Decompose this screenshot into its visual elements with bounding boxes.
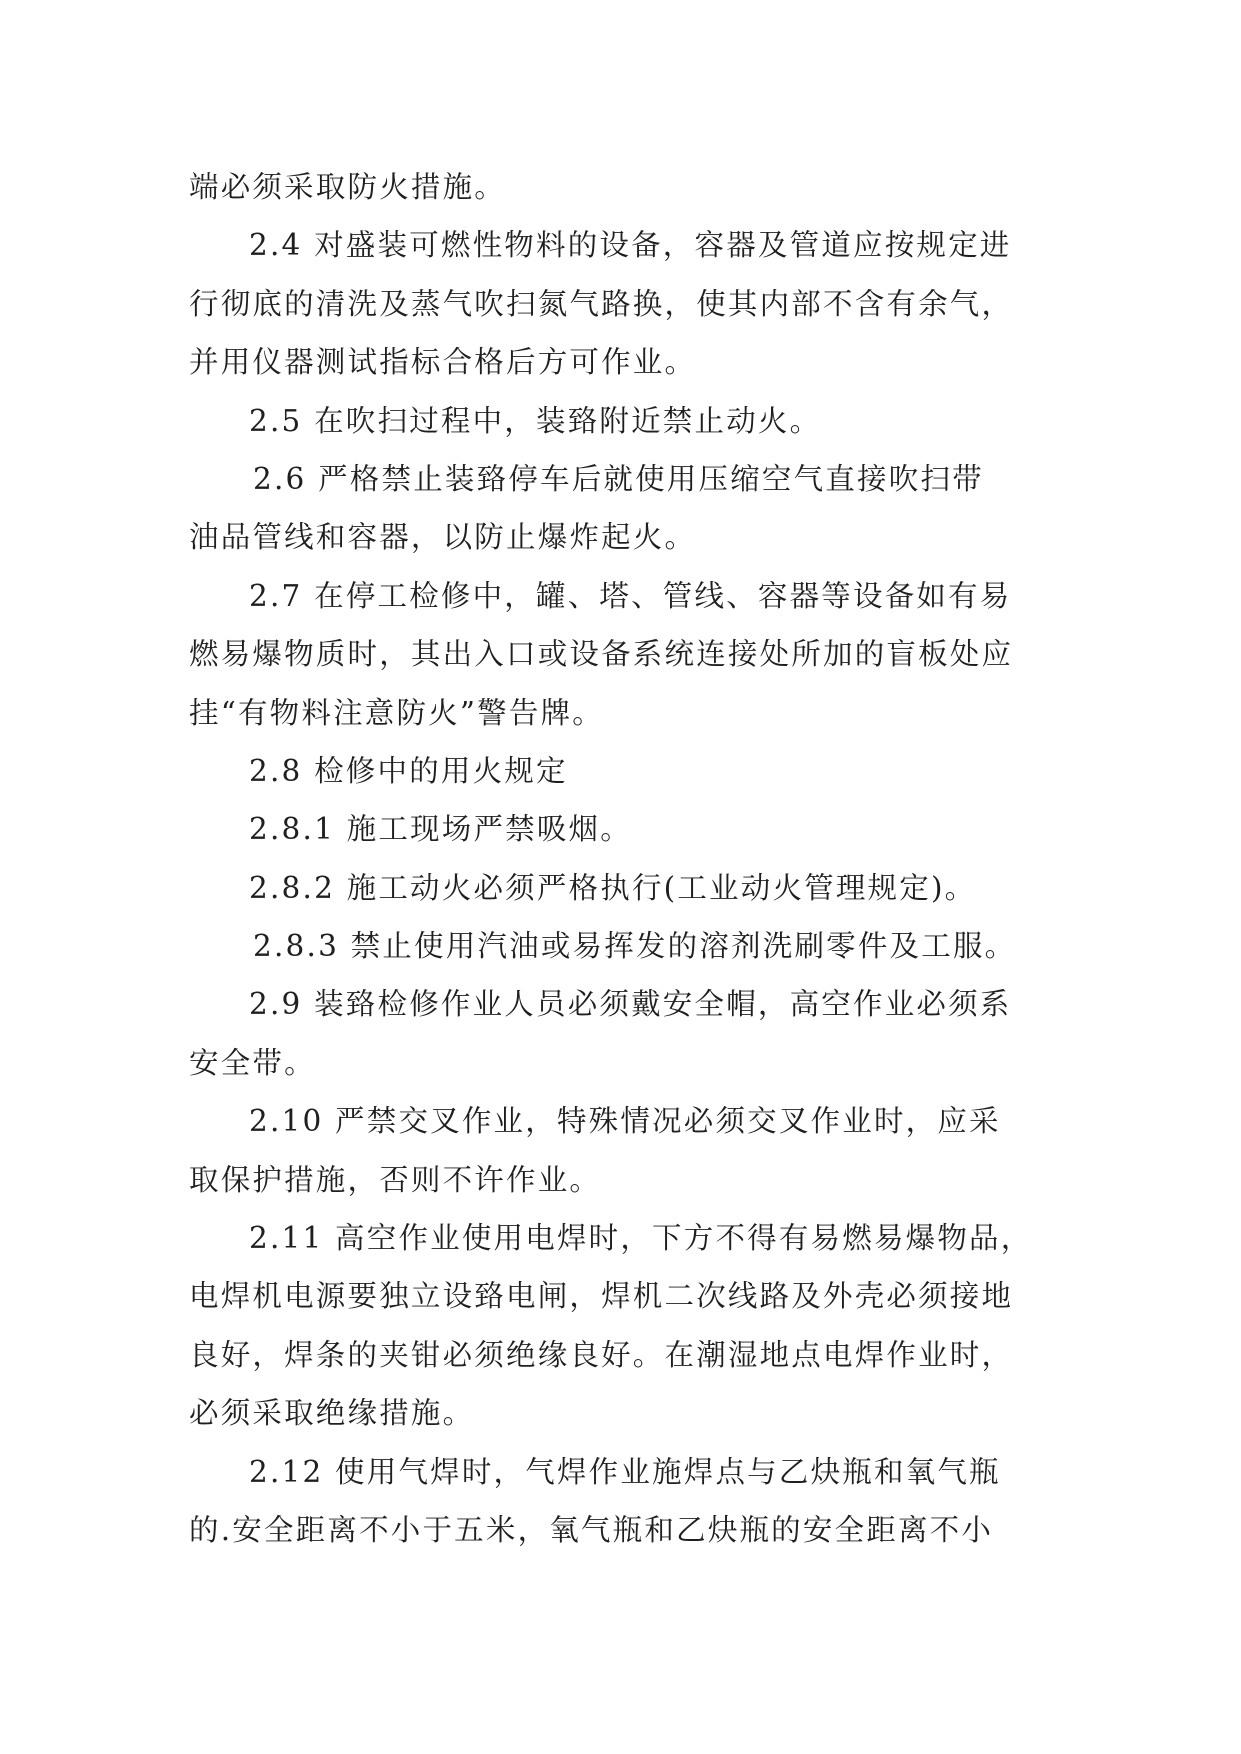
text-line: 2.12 使用气焊时，气焊作业施焊点与乙炔瓶和氧气瓶 <box>249 1454 1001 1489</box>
text-line: 2.5 在吹扫过程中，装臵附近禁止动火。 <box>249 403 822 438</box>
text-line: 2.8 检修中的用火规定 <box>249 753 568 788</box>
text-line: 2.8.3 禁止使用汽油或易挥发的溶剂洗刷零件及工服。 <box>253 929 1017 964</box>
text-line: 安全带。 <box>189 1045 316 1080</box>
text-line: 电焊机电源要独立设臵电闸，焊机二次线路及外壳必须接地 <box>189 1279 1014 1314</box>
text-line: 并用仪器测试指标合格后方可作业。 <box>189 345 697 380</box>
text-line: 2.10 严禁交叉作业，特殊情况必须交叉作业时，应采 <box>249 1104 1001 1139</box>
text-line: 2.9 装臵检修作业人员必须戴安全帽，高空作业必须系 <box>249 987 1012 1022</box>
document-body <box>189 158 1079 1559</box>
text-line: 2.6 严格禁止装臵停车后就使用压缩空气直接吹扫带 <box>253 461 984 496</box>
text-line: 端必须采取防火措施。 <box>189 170 507 204</box>
text-line: 2.8.2 施工动火必须严格执行(工业动火管理规定)。 <box>249 870 977 905</box>
text-line: 的.安全距离不小于五米，氧气瓶和乙炔瓶的安全距离不小 <box>189 1512 994 1547</box>
text-line: 2.7 在停工检修中，罐、塔、管线、容器等设备如有易 <box>249 578 1012 613</box>
text-line: 2.4 对盛装可燃性物料的设备，容器及管道应按规定进 <box>249 228 1012 263</box>
text-line: 取保护措施，否则不许作业。 <box>189 1162 602 1197</box>
text-line: 2.11 高空作业使用电焊时，下方不得有易燃易爆物品， <box>249 1221 1033 1256</box>
text-line: 行彻底的清洗及蒸气吹扫氮气路换，使其内部不含有余气， <box>189 286 1014 321</box>
text-line: 2.8.1 施工现场严禁吸烟。 <box>249 812 632 847</box>
text-line: 油品管线和容器，以防止爆炸起火。 <box>189 520 697 555</box>
text-line: 良好，焊条的夹钳必须绝缘良好。在潮湿地点电焊作业时， <box>189 1337 1014 1372</box>
text-line: 必须采取绝缘措施。 <box>189 1396 475 1431</box>
text-line: 挂“有物料注意防火”警告牌。 <box>189 695 604 730</box>
text-line: 燃易爆物质时，其出入口或设备系统连接处所加的盲板处应 <box>189 637 1014 672</box>
